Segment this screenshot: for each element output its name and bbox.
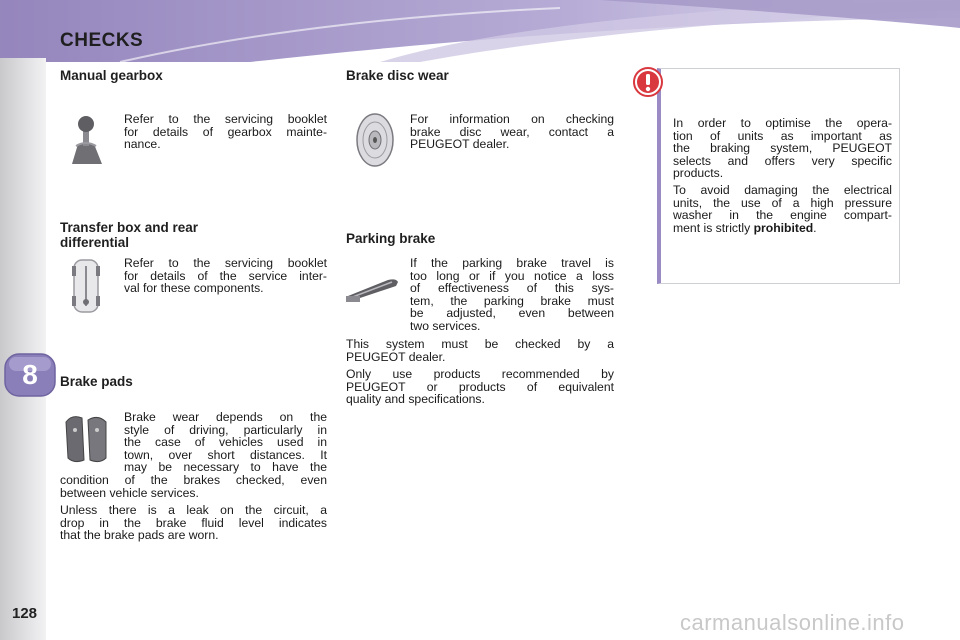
- parking-brake-text: If the parking brake travel is too long or if you notice a loss of effectiveness of this sys- tem, the parking brake must be adjusted, even between two services.: [410, 256, 614, 333]
- warning-text-1: In order to optimise the opera- tion of units as important as the braking system, PEUGEOT selects and offers very specific products.: [673, 116, 892, 180]
- brake-disc-icon: [352, 112, 398, 168]
- brake-pads-text-wrap: Brake wear depends on the style of driving, particularly in the case of vehicles used in town, over short distances. It may be necessary to have the: [124, 410, 327, 474]
- gear-lever-icon: [64, 114, 108, 166]
- warning-text-2: To avoid damaging the electrical units, the use of a high pressure washer in the engine compart- ment is strictly prohibited.: [673, 183, 892, 235]
- page-number: 128: [12, 605, 38, 622]
- parking-brake-text-3: Only use products recommended by PEUGEOT or products of equivalent quality and specifications.: [346, 367, 614, 406]
- header-banner: [0, 0, 960, 62]
- watermark: carmanualsonline.info: [680, 610, 905, 635]
- transfer-box-text: Refer to the servicing booklet for details of the service inter- val for these components.: [124, 256, 327, 295]
- prohibited-emphasis: prohibited: [753, 220, 814, 235]
- heading-brake-disc: Brake disc wear: [346, 68, 449, 83]
- brake-pads-text-full: condition of the brakes checked, even between vehicle services.: [60, 473, 327, 500]
- chapter-number: 8: [22, 359, 38, 390]
- heading-parking-brake: Parking brake: [346, 231, 436, 246]
- brake-disc-text: For information on checking brake disc wear, contact a PEUGEOT dealer.: [410, 112, 614, 151]
- manual-gearbox-text: Refer to the servicing booklet for details of gearbox mainte- nance.: [124, 112, 327, 151]
- heading-transfer-box: Transfer box and rear differential: [60, 220, 199, 250]
- transfer-box-icon: [70, 258, 102, 314]
- parking-brake-text-2: This system must be checked by a PEUGEOT dealer.: [346, 337, 614, 364]
- heading-manual-gearbox: Manual gearbox: [60, 68, 163, 83]
- parking-brake-icon: [346, 268, 402, 304]
- page-title: CHECKS: [60, 30, 144, 51]
- brake-pads-text-2: Unless there is a leak on the circuit, a drop in the brake fluid level indicates that the brake pads are worn.: [60, 503, 327, 542]
- warning-exclamation-icon: [633, 67, 663, 97]
- sidebar-strip: [0, 58, 46, 640]
- heading-brake-pads: Brake pads: [60, 374, 133, 389]
- brake-pads-icon: [62, 412, 112, 466]
